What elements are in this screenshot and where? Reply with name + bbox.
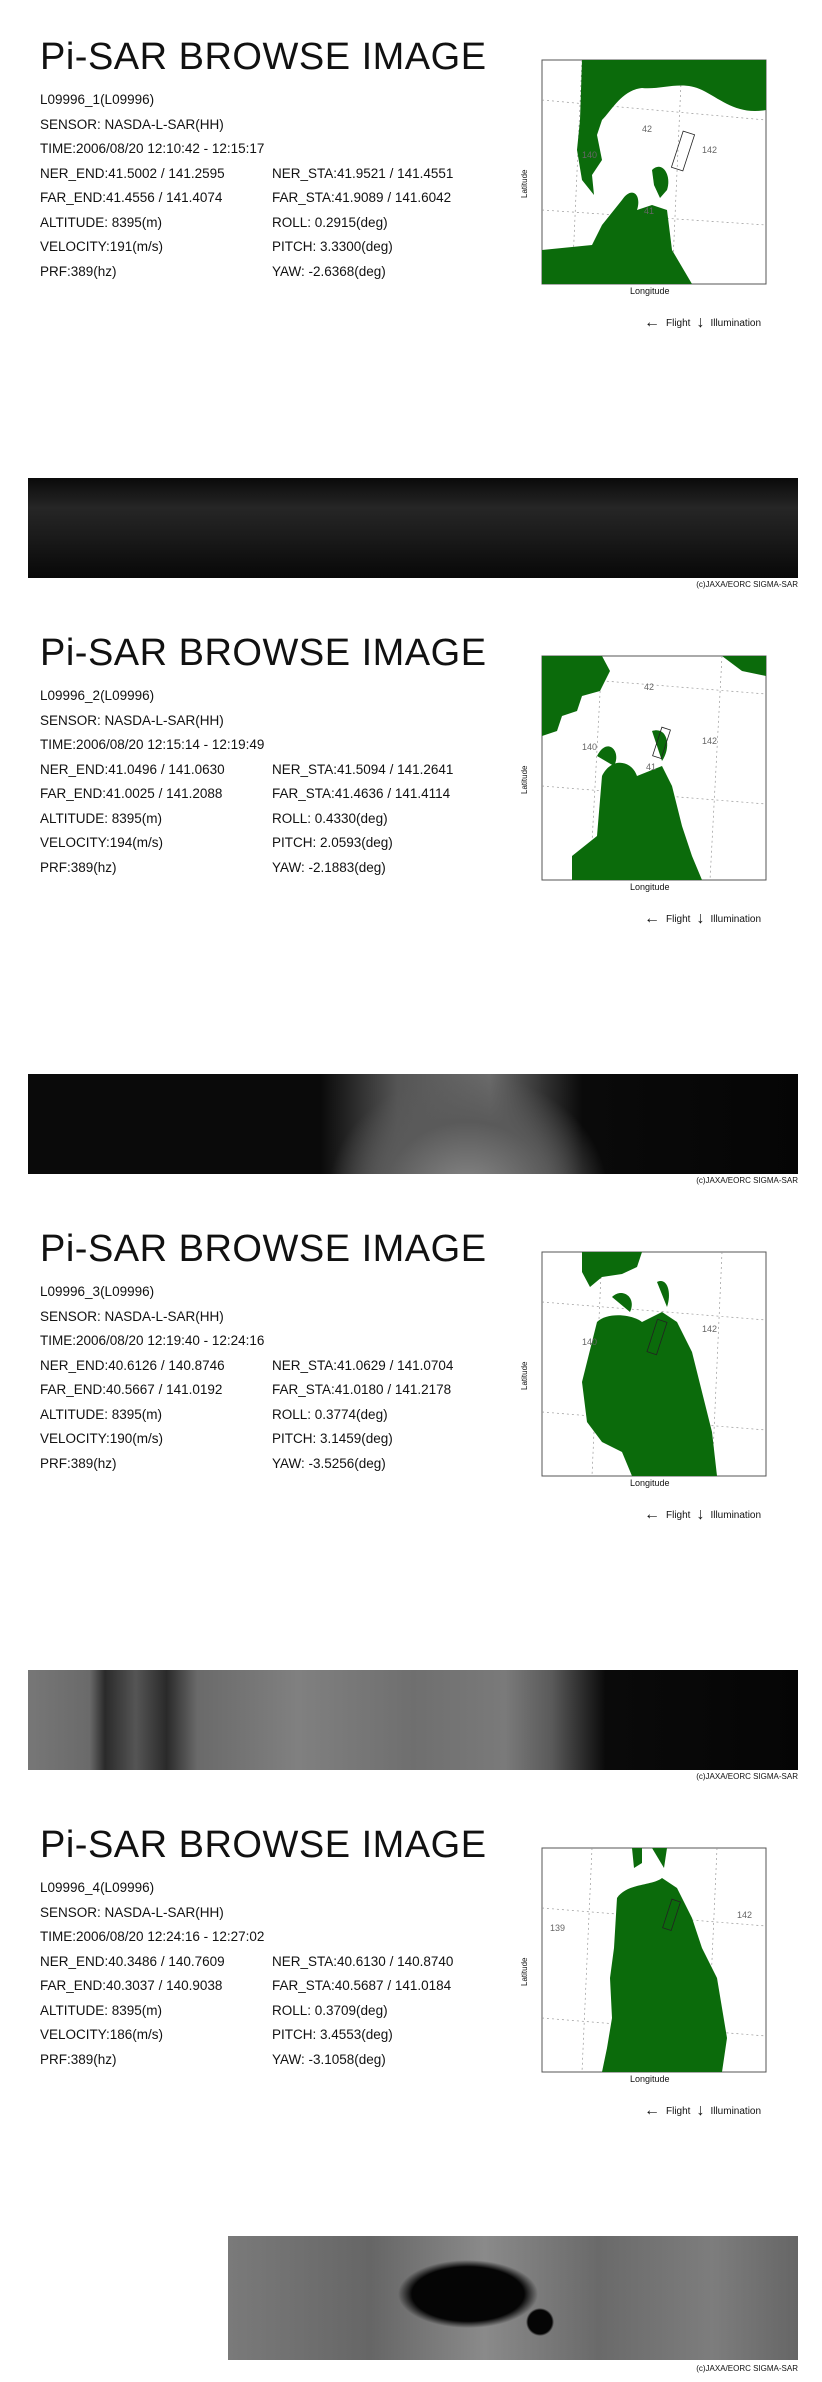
ner-end: NER_END:40.6126 / 140.8746 <box>40 1357 225 1373</box>
map-latitude-label: Latitude <box>520 1957 529 1986</box>
scene-id: L09996_1(L09996) <box>40 92 155 107</box>
pitch: PITCH: 3.1459(deg) <box>272 1431 393 1446</box>
altitude: ALTITUDE: 8395(m) <box>40 1406 163 1422</box>
page-title: Pi-SAR BROWSE IMAGE <box>40 632 487 674</box>
velocity: VELOCITY:190(m/s) <box>40 1431 164 1446</box>
location-map <box>542 656 766 880</box>
map-tick-lon-right: 142 <box>702 736 718 746</box>
map-latitude-label: Latitude <box>520 1361 529 1390</box>
scene-id: L09996_3(L09996) <box>40 1284 155 1299</box>
far-end: FAR_END:40.3037 / 140.9038 <box>40 1978 223 1993</box>
pitch: PITCH: 3.3300(deg) <box>272 239 393 254</box>
far-sta: FAR_STA:41.9089 / 141.6042 <box>272 190 452 205</box>
map-tick-lon-right: 142 <box>702 145 718 155</box>
roll: ROLL: 0.3774(deg) <box>272 1406 388 1422</box>
map-tick-lon-left: 140 <box>582 150 598 160</box>
browse-panel-3 <box>0 1192 822 1786</box>
location-map <box>542 1848 766 2072</box>
sensor-line: SENSOR: NASDA-L-SAR(HH) <box>40 712 224 728</box>
direction-legend <box>644 314 761 332</box>
yaw: YAW: -2.1883(deg) <box>272 859 386 875</box>
sar-image-strip <box>28 478 798 578</box>
location-map <box>542 1252 766 1476</box>
far-sta: FAR_STA:40.5687 / 141.0184 <box>272 1978 452 1993</box>
flight-arrow-icon: ← <box>644 910 660 927</box>
flight-arrow-icon: ← <box>644 314 660 331</box>
metadata-block <box>40 1280 453 1476</box>
velocity: VELOCITY:194(m/s) <box>40 835 164 850</box>
map-tick-lat-bottom: 41 <box>644 206 655 216</box>
yaw: YAW: -2.6368(deg) <box>272 263 386 279</box>
map-longitude-label: Longitude <box>630 2074 670 2084</box>
map-tick-lat-top: 42 <box>644 682 655 692</box>
metadata-block <box>40 88 453 284</box>
roll: ROLL: 0.2915(deg) <box>272 214 388 230</box>
page-title: Pi-SAR BROWSE IMAGE <box>40 36 487 78</box>
map-tick-lon-right: 142 <box>737 1910 753 1920</box>
copyright-credit: (c)JAXA/EORC SIGMA-SAR <box>696 1772 798 1781</box>
altitude: ALTITUDE: 8395(m) <box>40 810 163 826</box>
pitch: PITCH: 2.0593(deg) <box>272 835 393 850</box>
far-sta: FAR_STA:41.4636 / 141.4114 <box>272 786 451 801</box>
ner-sta: NER_STA:41.5094 / 141.2641 <box>272 761 454 777</box>
yaw: YAW: -3.1058(deg) <box>272 2051 386 2067</box>
illumination-arrow-icon: ↓ <box>696 2102 705 2119</box>
illumination-label: Illumination <box>710 1509 762 1521</box>
velocity: VELOCITY:186(m/s) <box>40 2027 164 2042</box>
sensor-line: SENSOR: NASDA-L-SAR(HH) <box>40 1904 224 1920</box>
map-tick-lat-top: 42 <box>642 124 653 134</box>
altitude: ALTITUDE: 8395(m) <box>40 214 163 230</box>
map-latitude-label: Latitude <box>520 765 529 794</box>
map-longitude-label: Longitude <box>630 286 670 296</box>
direction-legend <box>644 910 761 928</box>
ner-sta: NER_STA:41.0629 / 141.0704 <box>272 1357 454 1373</box>
page-title: Pi-SAR BROWSE IMAGE <box>40 1228 487 1270</box>
flight-label: Flight <box>666 913 691 925</box>
metadata-block <box>40 1876 453 2072</box>
illumination-label: Illumination <box>710 913 762 925</box>
map-longitude-label: Longitude <box>630 1478 670 1488</box>
time-line: TIME:2006/08/20 12:24:16 - 12:27:02 <box>40 1929 265 1944</box>
location-map <box>542 60 766 284</box>
sar-image-strip <box>28 1670 798 1770</box>
prf: PRF:389(hz) <box>40 2051 117 2067</box>
sar-image-strip <box>28 1074 798 1174</box>
copyright-credit: (c)JAXA/EORC SIGMA-SAR <box>696 1176 798 1185</box>
ner-end: NER_END:40.3486 / 140.7609 <box>40 1953 225 1969</box>
far-end: FAR_END:40.5667 / 141.0192 <box>40 1382 223 1397</box>
illumination-arrow-icon: ↓ <box>696 314 705 331</box>
time-line: TIME:2006/08/20 12:10:42 - 12:15:17 <box>40 141 265 156</box>
map-tick-lon-right: 142 <box>702 1324 718 1334</box>
direction-legend <box>644 2102 761 2120</box>
sensor-line: SENSOR: NASDA-L-SAR(HH) <box>40 116 224 132</box>
scene-id: L09996_4(L09996) <box>40 1880 155 1895</box>
illumination-arrow-icon: ↓ <box>696 910 705 927</box>
far-end: FAR_END:41.4556 / 141.4074 <box>40 190 223 205</box>
far-sta: FAR_STA:41.0180 / 141.2178 <box>272 1382 452 1397</box>
roll: ROLL: 0.4330(deg) <box>272 810 388 826</box>
scene-id: L09996_2(L09996) <box>40 688 155 703</box>
yaw: YAW: -3.5256(deg) <box>272 1455 386 1471</box>
prf: PRF:389(hz) <box>40 263 117 279</box>
sar-image-strip <box>228 2236 798 2360</box>
far-end: FAR_END:41.0025 / 141.2088 <box>40 786 223 801</box>
map-tick-lon-left: 140 <box>582 1337 598 1347</box>
flight-label: Flight <box>666 1509 691 1521</box>
flight-arrow-icon: ← <box>644 1506 660 1523</box>
prf: PRF:389(hz) <box>40 859 117 875</box>
map-tick-lon-left: 139 <box>550 1923 566 1933</box>
prf: PRF:389(hz) <box>40 1455 117 1471</box>
flight-label: Flight <box>666 317 691 329</box>
ner-end: NER_END:41.5002 / 141.2595 <box>40 165 225 181</box>
map-tick-lat-bottom: 41 <box>646 762 657 772</box>
page-title: Pi-SAR BROWSE IMAGE <box>40 1824 487 1866</box>
ner-sta: NER_STA:40.6130 / 140.8740 <box>272 1953 454 1969</box>
ner-sta: NER_STA:41.9521 / 141.4551 <box>272 165 454 181</box>
time-line: TIME:2006/08/20 12:19:40 - 12:24:16 <box>40 1333 265 1348</box>
sensor-line: SENSOR: NASDA-L-SAR(HH) <box>40 1308 224 1324</box>
map-tick-lon-left: 140 <box>582 742 598 752</box>
browse-panel-2 <box>0 596 822 1190</box>
flight-label: Flight <box>666 2105 691 2117</box>
time-line: TIME:2006/08/20 12:15:14 - 12:19:49 <box>40 737 265 752</box>
illumination-label: Illumination <box>710 2105 762 2117</box>
map-longitude-label: Longitude <box>630 882 670 892</box>
copyright-credit: (c)JAXA/EORC SIGMA-SAR <box>696 2364 798 2373</box>
velocity: VELOCITY:191(m/s) <box>40 239 164 254</box>
illumination-arrow-icon: ↓ <box>696 1506 705 1523</box>
altitude: ALTITUDE: 8395(m) <box>40 2002 163 2018</box>
metadata-block <box>40 684 453 880</box>
flight-arrow-icon: ← <box>644 2102 660 2119</box>
browse-panel-1 <box>0 0 822 594</box>
illumination-label: Illumination <box>710 317 762 329</box>
map-latitude-label: Latitude <box>520 169 529 198</box>
browse-panel-4 <box>0 1788 822 2382</box>
ner-end: NER_END:41.0496 / 141.0630 <box>40 761 225 777</box>
pitch: PITCH: 3.4553(deg) <box>272 2027 393 2042</box>
direction-legend <box>644 1506 761 1524</box>
roll: ROLL: 0.3709(deg) <box>272 2002 388 2018</box>
copyright-credit: (c)JAXA/EORC SIGMA-SAR <box>696 580 798 589</box>
